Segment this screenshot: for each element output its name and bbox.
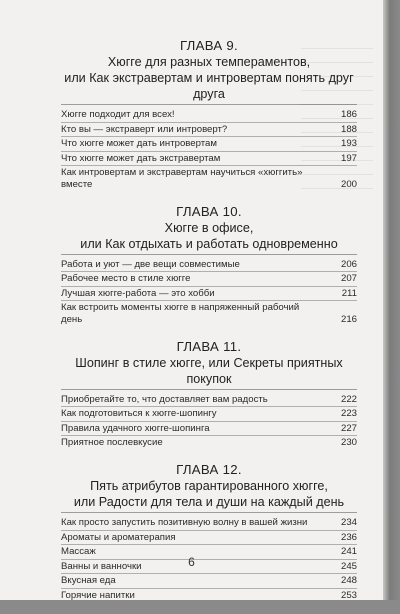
entry-title: Правила удачного хюгге-шопинга <box>61 422 210 434</box>
chapter-title-line: Пять атрибутов гарантированного хюгге, <box>90 478 328 493</box>
entry-page-number: 186 <box>340 109 357 120</box>
entry-page-number: 241 <box>340 546 357 558</box>
entry-page-number: 230 <box>340 437 357 449</box>
entry-title: Горячие напитки <box>61 589 135 601</box>
toc-entry <box>61 531 357 546</box>
entry-page-number: 207 <box>340 273 357 285</box>
toc-entry <box>61 516 357 531</box>
entry-page-number: 234 <box>340 516 357 528</box>
chapter-divider <box>61 254 357 255</box>
toc-entry <box>61 258 357 273</box>
chapter-title-line: Шопинг в стиле хюгге, или Секреты приятных покупок <box>75 355 343 386</box>
chapter-number: ГЛАВА 9. <box>179 38 239 53</box>
entry-page-number: 188 <box>340 123 357 135</box>
toc-entry <box>61 152 357 167</box>
entry-page-number: 211 <box>341 287 357 299</box>
toc-entry <box>61 393 357 408</box>
toc-entry <box>61 137 357 152</box>
page-number: 6 <box>188 555 195 569</box>
toc-entry <box>61 166 357 191</box>
toc-entry <box>61 407 357 422</box>
entry-title: Кто вы — экстраверт или интроверт? <box>61 123 228 135</box>
chapter-section <box>61 38 357 192</box>
chapter-number: ГЛАВА 11. <box>176 338 242 354</box>
entry-title: Как интровертам и экстравертам научиться «хюггить» вместе <box>61 167 303 190</box>
toc-entry <box>61 301 357 326</box>
entry-title: Как подготовиться к хюгге-шопингу <box>61 408 217 420</box>
entry-page-number: 236 <box>340 531 357 543</box>
chapter-title-line: Хюгге в офисе, <box>164 220 254 235</box>
chapter-title-line: или Как экстравертам и интровертам понять друг друга <box>64 71 354 101</box>
entry-page-number: 206 <box>340 258 357 270</box>
entry-list <box>61 108 357 192</box>
entry-title: Ароматы и ароматерапия <box>61 531 176 543</box>
entry-list <box>61 393 357 450</box>
entry-title: Рабочее место в стиле хюгге <box>61 273 191 285</box>
entry-title: Вкусная еда <box>61 575 116 587</box>
entry-title: Приобретайте то, что доставляет вам радость <box>61 393 268 405</box>
entry-page-number: 253 <box>340 589 357 601</box>
entry-page-number: 223 <box>340 408 357 420</box>
chapter-divider <box>61 389 357 390</box>
entry-title: Хюгге подходит для всех! <box>61 109 175 120</box>
entry-title: Лучшая хюгге-работа — это хобби <box>61 287 215 299</box>
toc-entry <box>61 108 357 123</box>
chapter-section <box>61 339 357 450</box>
entry-page-number: 197 <box>340 152 357 164</box>
toc-entry <box>61 436 357 450</box>
entry-title: Приятное послевкусие <box>61 437 163 449</box>
entry-title: Как просто запустить позитивную волну в вашей жизни <box>61 516 308 528</box>
entry-title: Что хюгге может дать интровертам <box>61 138 217 150</box>
entry-title: Массаж <box>61 546 96 558</box>
chapter-number: ГЛАВА 10. <box>176 203 242 219</box>
chapter-number: ГЛАВА 12. <box>176 461 242 477</box>
toc-entry <box>61 589 357 603</box>
entry-page-number: 200 <box>340 178 357 190</box>
toc-entry <box>61 574 357 589</box>
entry-list <box>61 258 357 327</box>
entry-title: Ванны и ванночки <box>61 560 142 572</box>
table-of-contents <box>61 38 357 614</box>
entry-page-number: 193 <box>340 138 357 150</box>
chapter-divider <box>61 104 357 105</box>
chapter-section <box>61 204 357 327</box>
chapter-title-line: Хюгге для разных темпераментов, <box>107 55 311 69</box>
entry-page-number: 222 <box>340 393 357 405</box>
page-edge-shadow <box>383 0 400 600</box>
entry-title: Как встроить моменты хюгге в напряженный рабочий день <box>61 302 300 325</box>
toc-entry <box>61 272 357 287</box>
toc-entry <box>61 422 357 437</box>
entry-title: Что хюгге может дать экстравертам <box>61 152 221 164</box>
chapter-title-line: или Как отдыхать и работать одновременно <box>80 236 338 251</box>
chapter-divider <box>61 512 357 513</box>
toc-entry <box>61 123 357 138</box>
entry-page-number: 227 <box>340 422 357 434</box>
entry-title: Работа и уют — две вещи совместимые <box>61 258 240 270</box>
toc-entry <box>61 287 357 302</box>
entry-page-number: 248 <box>340 575 357 587</box>
chapter-title-line: или Радости для тела и души на каждый день <box>73 494 345 509</box>
chapter-section <box>61 462 357 603</box>
entry-page-number: 216 <box>340 313 357 325</box>
entry-page-number: 245 <box>340 560 357 572</box>
